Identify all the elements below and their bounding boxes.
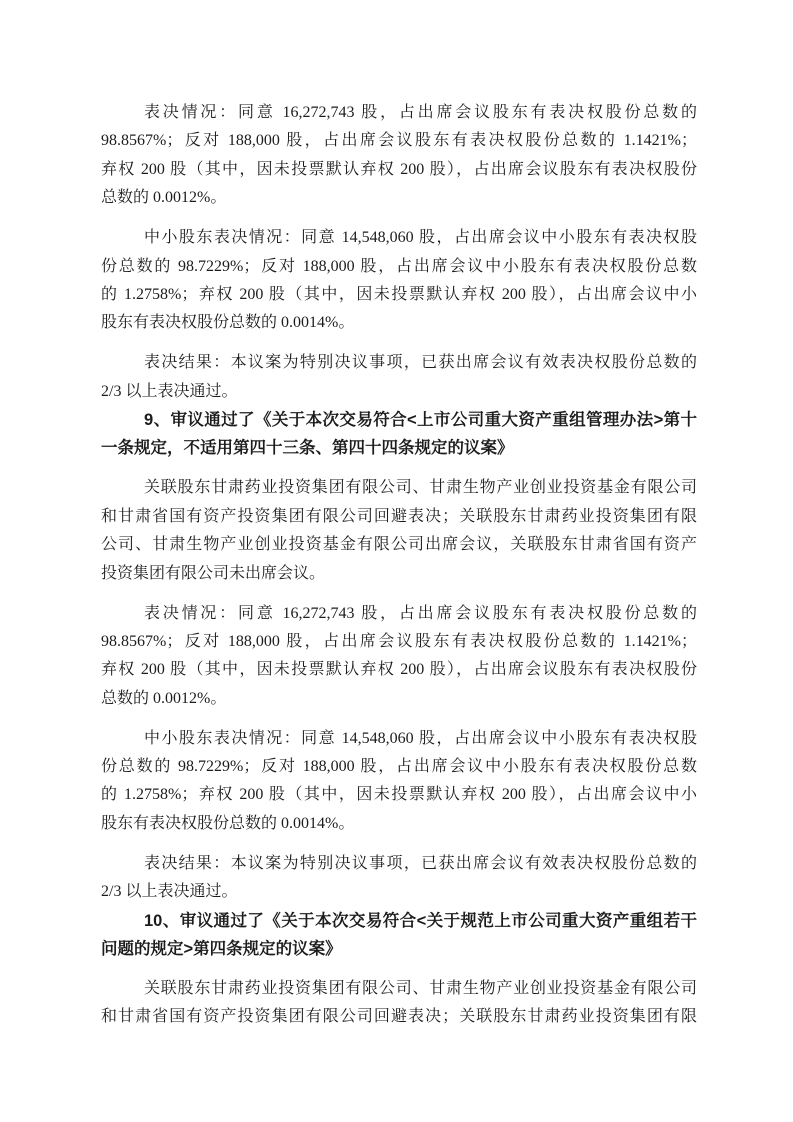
- heading-line: 问题的规定>第四条规定的议案》: [101, 939, 342, 958]
- section-heading-item-10: [101, 907, 697, 964]
- heading-line: 一条规定，不适用第四十三条、第四十四条规定的议案》: [101, 439, 514, 458]
- text-line: 总数的 0.0012%。: [101, 189, 227, 207]
- text-line: 投资集团有限公司未出席会议。: [101, 564, 326, 582]
- text-line: 中小股东表决情况：同意 14,548,060 股，占出席会议中小股东有表决权股: [144, 729, 697, 747]
- text-line: 份总数的 98.7229%；反对 188,000 股，占出席会议中小股东有表决权股份总数: [101, 758, 697, 776]
- paragraph-vote-conclusion-9: [101, 850, 697, 907]
- paragraph-vote-conclusion-8: [101, 349, 697, 406]
- text-line: 股东有表决权股份总数的 0.0014%。: [101, 314, 355, 332]
- text-line: 2/3 以上表决通过。: [101, 382, 238, 400]
- text-line: 表决情况：同意 16,272,743 股，占出席会议股东有表决权股份总数的: [144, 604, 697, 622]
- paragraph-related-shareholders-9: [101, 474, 697, 588]
- text-line: 份总数的 98.7229%；反对 188,000 股，占出席会议中小股东有表决权股份总数: [101, 257, 697, 275]
- text-line: 总数的 0.0012%。: [101, 689, 227, 707]
- heading-line: 9、审议通过了《关于本次交易符合<上市公司重大资产重组管理办法>第十: [144, 411, 697, 430]
- paragraph-vote-result-8: [101, 99, 697, 213]
- text-line: 公司、甘肃生物产业创业投资基金有限公司出席会议，关联股东甘肃省国有资产: [101, 536, 697, 554]
- section-heading-item-9: [101, 406, 697, 463]
- text-line: 中小股东表决情况：同意 14,548,060 股，占出席会议中小股东有表决权股: [144, 229, 697, 247]
- document-content: [101, 99, 697, 1032]
- text-line: 的 1.2758%；弃权 200 股（其中，因未投票默认弃权 200 股），占出席会议中小: [101, 786, 697, 804]
- paragraph-vote-result-9: [101, 600, 697, 714]
- text-line: 关联股东甘肃药业投资集团有限公司、甘肃生物产业创业投资基金有限公司: [144, 479, 697, 497]
- text-line: 和甘肃省国有资产投资集团有限公司回避表决；关联股东甘肃药业投资集团有限: [101, 507, 697, 525]
- text-line: 2/3 以上表决通过。: [101, 883, 238, 901]
- text-line: 表决结果：本议案为特别决议事项，已获出席会议有效表决权股份总数的: [144, 854, 697, 872]
- text-line: 98.8567%；反对 188,000 股，占出席会议股东有表决权股份总数的 1.1421%；: [101, 632, 697, 650]
- paragraph-minority-vote-8: [101, 224, 697, 338]
- text-line: 和甘肃省国有资产投资集团有限公司回避表决；关联股东甘肃药业投资集团有限: [101, 1008, 697, 1026]
- text-line: 的 1.2758%；弃权 200 股（其中，因未投票默认弃权 200 股），占出席会议中小: [101, 285, 697, 303]
- paragraph-minority-vote-9: [101, 725, 697, 839]
- paragraph-related-shareholders-10: [101, 975, 697, 1032]
- text-line: 关联股东甘肃药业投资集团有限公司、甘肃生物产业创业投资基金有限公司: [144, 979, 697, 997]
- text-line: 表决情况：同意 16,272,743 股，占出席会议股东有表决权股份总数的: [144, 104, 697, 121]
- text-line: 表决结果：本议案为特别决议事项，已获出席会议有效表决权股份总数的: [144, 354, 697, 372]
- text-line: 股东有表决权股份总数的 0.0014%。: [101, 814, 355, 832]
- text-line: 弃权 200 股（其中，因未投票默认弃权 200 股），占出席会议股东有表决权股份: [101, 661, 697, 679]
- text-line: 弃权 200 股（其中，因未投票默认弃权 200 股），占出席会议股东有表决权股份: [101, 160, 697, 178]
- heading-line: 10、审议通过了《关于本次交易符合<关于规范上市公司重大资产重组若干: [144, 911, 697, 930]
- text-line: 98.8567%；反对 188,000 股，占出席会议股东有表决权股份总数的 1.1421%；: [101, 132, 697, 150]
